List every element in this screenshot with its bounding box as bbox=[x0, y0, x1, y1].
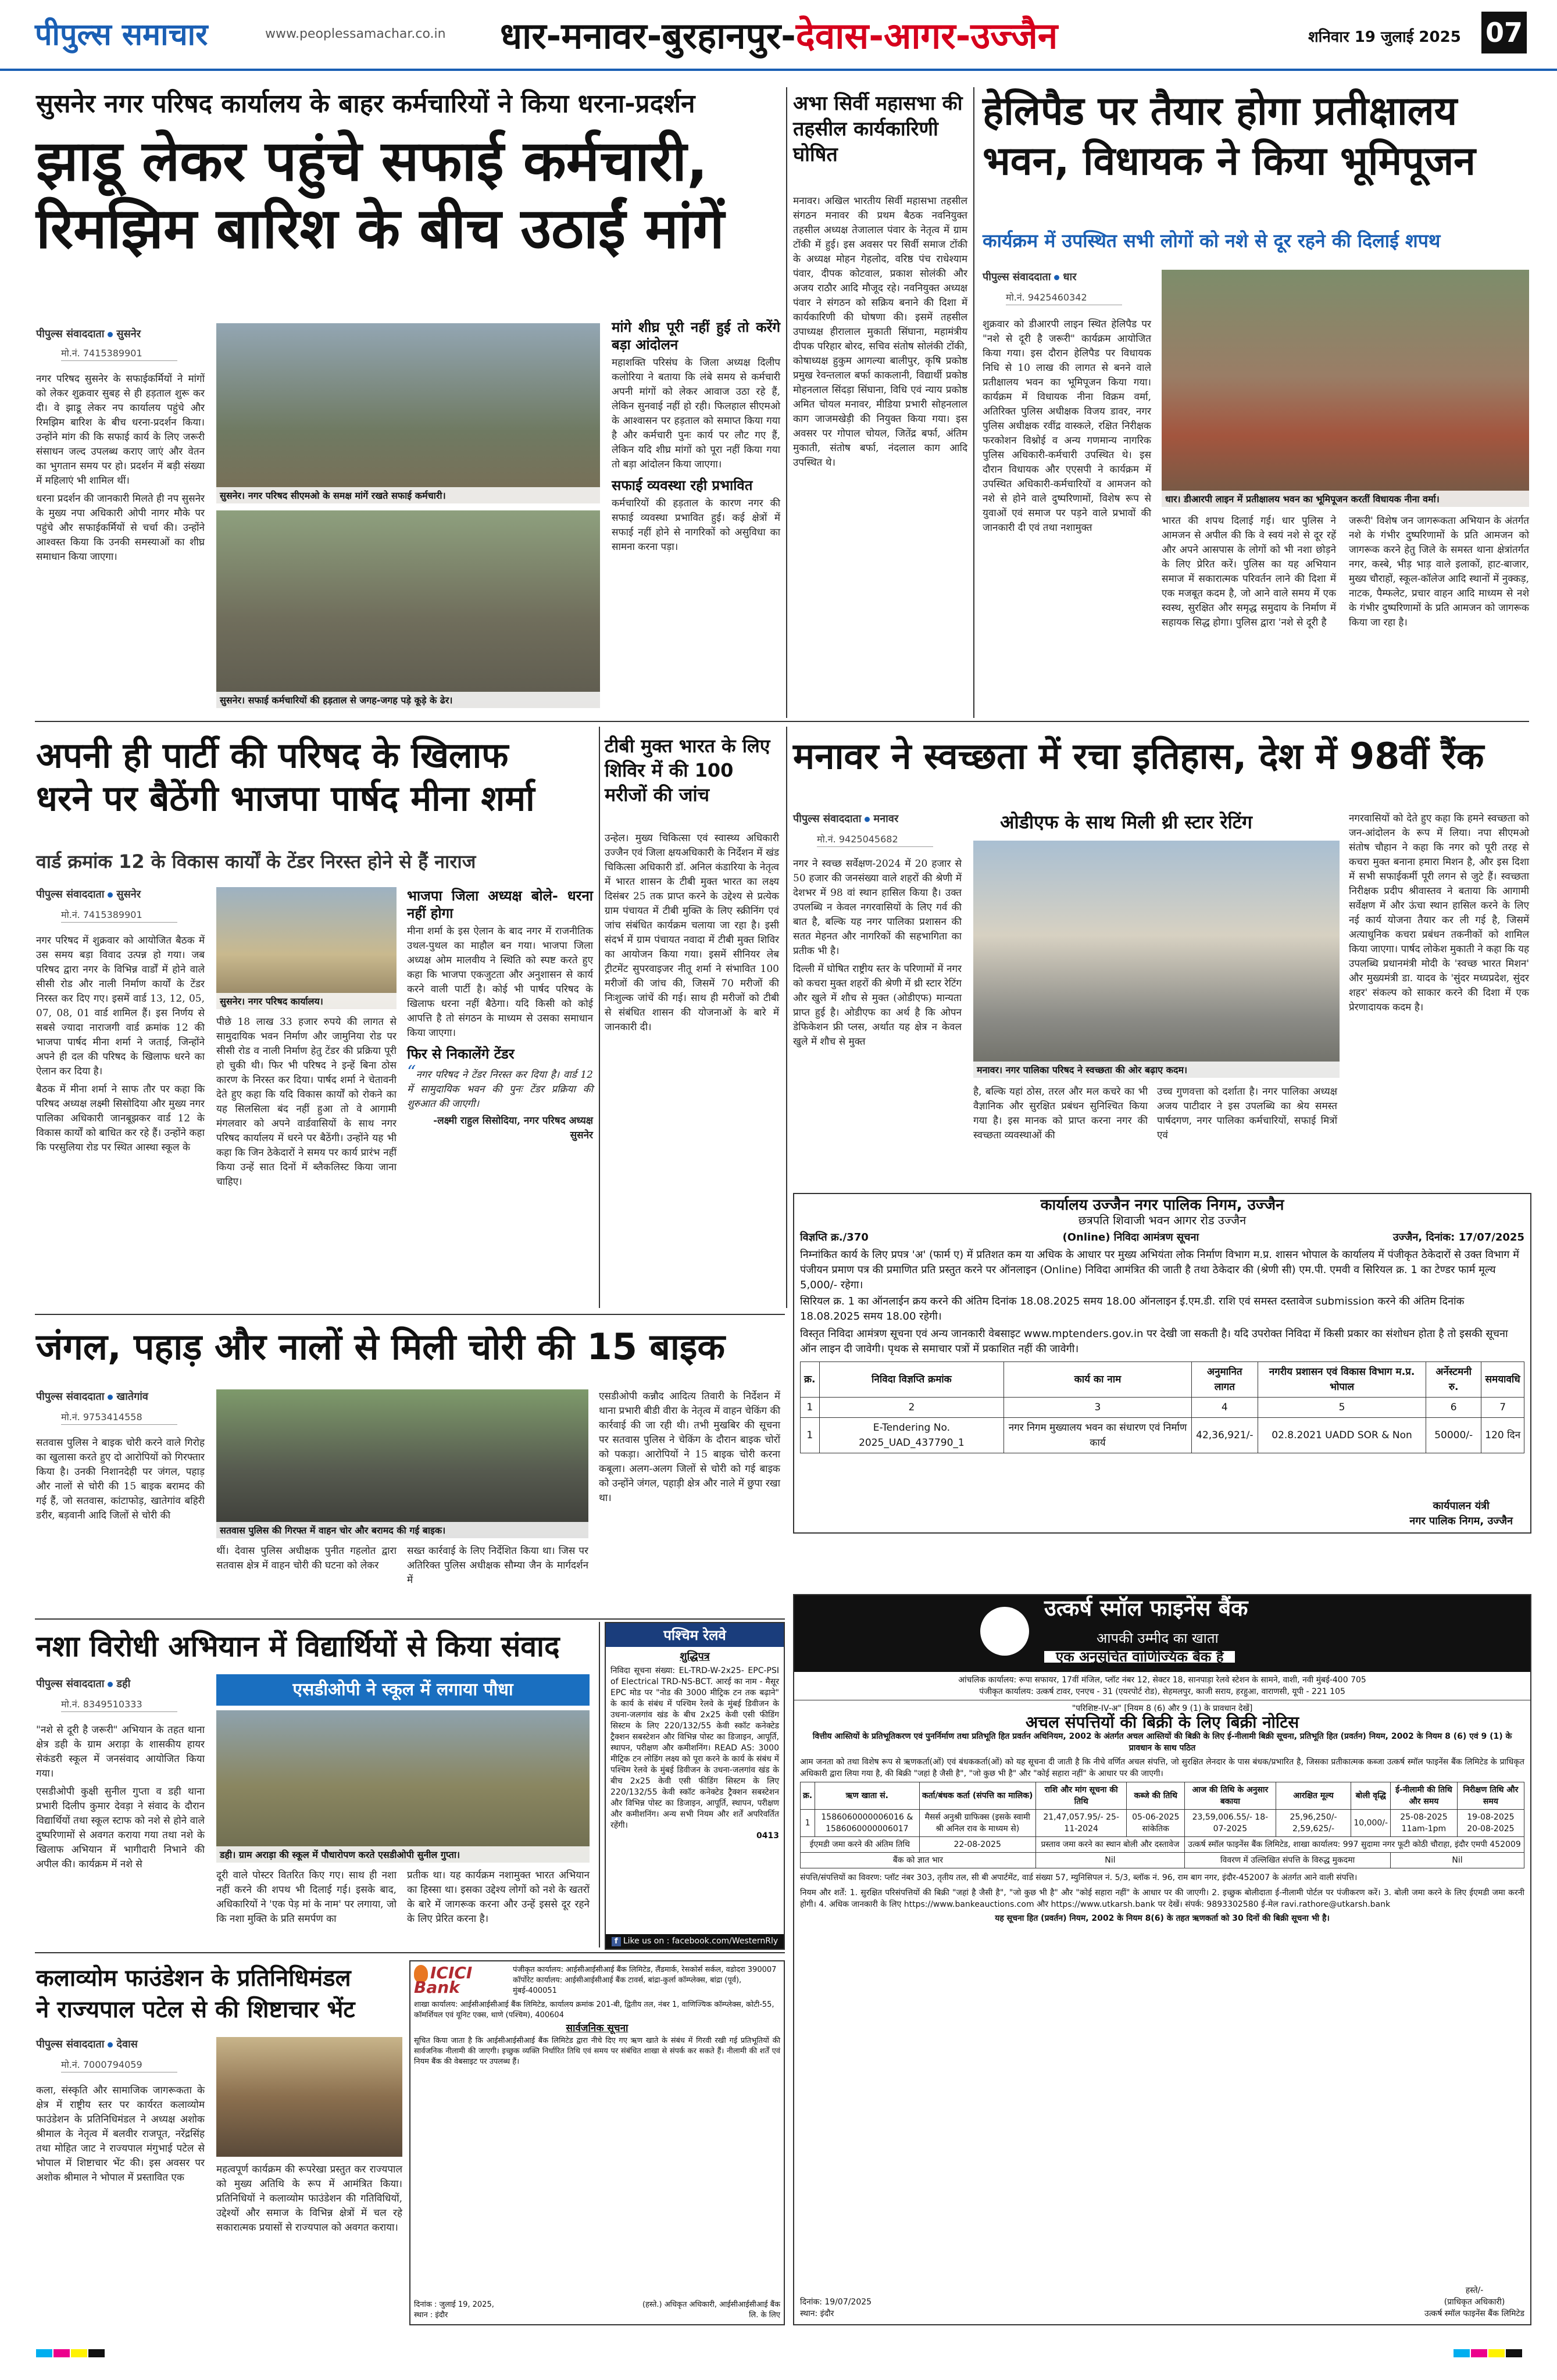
story4-photo bbox=[216, 887, 397, 1009]
utkarsh-date-place bbox=[800, 2296, 872, 2320]
paragraph: कर्मचारियों की हड़ताल के कारण नगर की सफाई व्यवस्था प्रभावित हुई। कई क्षेत्रों में सफाई नहीं होने से नागरिकों को असुविधा का सामना करना पड़ा। bbox=[612, 498, 780, 553]
table-cell: 3 bbox=[1004, 1398, 1191, 1418]
byline-place: खातेगांव bbox=[116, 1391, 148, 1403]
utkarsh-terms: नियम और शर्तें: 1. सुरक्षित परिसंपत्तियों की बिक्री "जहां है जैसी है", "जो कुछ भी है" और "कोई सहारा नहीं" के आधार पर की जाएगी। 2. इच्छुक बोलीदाता ई-नीलामी पोर्टल पर पंजीकरण करें। 3. बोली जमा करने के लिए ईएमडी जमा करनी होगी। 4. अधिक जानकारी के लिए https://www.bankeauctions.com और https://www.utkarsh.bank पर देखें। संपर्क: 9893302580 ई-मेल ravi.rathore@utkarsh.bank bbox=[800, 1888, 1524, 1909]
color-swatch bbox=[1488, 2349, 1505, 2357]
signature-line: हस्ते/- bbox=[1465, 2286, 1484, 2295]
story5-headline: टीबी मुक्त भारत के लिए शिविर में की 100 मरीजों की जांच bbox=[605, 735, 770, 806]
story4-headline-1: अपनी ही पार्टी की परिषद के खिलाफ bbox=[36, 735, 509, 776]
quote bbox=[407, 1062, 593, 1112]
story6-byline bbox=[793, 812, 898, 826]
table-cell: 02.8.2021 UADD SOR & Non bbox=[1258, 1418, 1426, 1453]
table-cell: 1586060000006016 & 1586060000006017 bbox=[815, 1810, 919, 1837]
table-cell: 4 bbox=[1191, 1398, 1258, 1418]
column-rule bbox=[973, 87, 974, 718]
column-rule bbox=[599, 727, 600, 1308]
story1-column-3 bbox=[612, 319, 780, 555]
table-cell: 23,59,006.55/- 18-07-2025 bbox=[1185, 1810, 1276, 1837]
utkarsh-sale: यह सूचना हित (प्रवर्तन) नियम, 2002 के नियम 8(6) के तहत ऋणकर्ता को 30 दिनों की बिक्री सूचना भी है। bbox=[995, 1914, 1330, 1923]
table-cell: 25,96,250/- 2,59,625/- bbox=[1276, 1810, 1351, 1837]
table-cell: 2 bbox=[819, 1398, 1004, 1418]
byline-text: पीपुल्स संवाददाता bbox=[793, 813, 862, 825]
railway-text: निविदा सूचना संख्या: EL-TRD-W-2x25- EPC-PSI of Electrical TRD-NS-BCT. आरई का नाम - मैसूर EPC मोड पर "नोड की 3000 मीट्रिक टन तक बढ़ाने" के कार्य के संबंध में पश्चिम रेलवे के मुंबई डिवीजन के उधना-जलगांव खंड के बीच 2x25 केवी एसी फीडिंग सिस्टम के लिए 220/132/55 केवी स्कॉट कनेक्टेड ट्रैक्शन सबस्टेशन और विभिन्न पोस्ट का डिजाइन, आपूर्ति, स्थापन, परीक्षण और कमीशनिंग। READ AS: 3000 मीट्रिक टन लोडिंग लक्ष्य को पूरा करने के कार्य के संबंध में पश्चिम रेलवे के मुंबई डिवीजन के उधना-जलगांव खंड के बीच 2x25 केवी एसी फीडिंग सिस्टम के लिए 220/132/55 केवी स्कॉट कनेक्टेड ट्रैक्शन सबस्टेशन और विभिन्न पोस्ट का डिजाइन, आपूर्ति, स्थापन, परीक्षण और कमीशनिंग। अन्य सभी नियम और शर्तें अपरिवर्तित रहेंगी। bbox=[610, 1666, 779, 1830]
paragraph: नगर ने स्वच्छ सर्वेक्षण-2024 में 20 हजार से 50 हजार की जनसंख्या वाले शहरों की श्रेणी में देशभर में 98 वां स्थान हासिल किया है। उक्त उपलब्धि न केवल नगरवासियों के लिए गर्व की बात है, बल्कि यह नगर पालिका प्रशासन की सतत मेहनत और नागरिकों की सहभागिता का प्रतीक भी है। bbox=[793, 858, 962, 957]
table-cell: 25-08-2025 11am-1pm bbox=[1391, 1810, 1458, 1837]
tender-table-wrap bbox=[794, 1358, 1530, 1453]
table-header: आज की तिथि के अनुसार बकाया bbox=[1185, 1782, 1276, 1810]
website: www.peoplessamachar.co.in bbox=[265, 27, 446, 41]
story3-byline bbox=[983, 270, 1077, 284]
quote-attribution: -लक्ष्मी राहुल सिसोदिया, नगर परिषद अध्यक्ष सुसनेर bbox=[433, 1115, 593, 1141]
section-title-part-2: देवास-आगर-उज्जैन bbox=[795, 15, 1058, 57]
story6-column-1 bbox=[793, 857, 962, 1049]
bullet-icon bbox=[108, 892, 113, 898]
table-header: निरीक्षण तिथि और समय bbox=[1457, 1782, 1524, 1810]
utkarsh-date: दिनांक: 19/07/2025 bbox=[800, 2297, 872, 2307]
story3-column-2: भारत की शपथ दिलाई गई। धार पुलिस ने आमजन से अपील की कि वे स्वयं नशे से दूर रहें और अपने आसपास के लोगों को भी नशा छोड़ने के लिए प्रेरित करें। पुलिस का यह अभियान समाज में सकारात्मक परिवर्तन लाने की दिशा में एक मजबूत कदम है, जो आने वाले समय में एक स्वस्थ, सुरक्षित और समृद्ध समुदाय के निर्माण में सहायक सिद्ध होगा। पुलिस द्वारा 'नशे से दूरी है bbox=[1162, 515, 1336, 628]
quote-icon: “ bbox=[407, 1062, 416, 1082]
story4-mobile: मो.नं. 7415389901 bbox=[61, 908, 177, 923]
icici-header-text bbox=[513, 1965, 780, 1996]
byline-text: पीपुल्स संवाददाता bbox=[36, 2038, 105, 2050]
story7-column-2: थीं। देवास पुलिस अधीक्षक पुनीत गहलोत द्वारा सतवास क्षेत्र में वाहन चोरी की घटना को लेकर bbox=[216, 1545, 397, 1571]
table-cell: 10,000/- bbox=[1351, 1810, 1391, 1837]
table-cell: बैंक को ज्ञात भार bbox=[801, 1853, 1036, 1868]
table-header: नगरीय प्रशासन एवं विकास विभाग म.प्र. भोपाल bbox=[1258, 1362, 1426, 1398]
story4-column-3 bbox=[407, 887, 593, 1143]
utkarsh-para: आम जनता को तथा विशेष रूप से ऋणकर्ता(ओं) एवं बंधककर्ता(ओं) को यह सूचना दी जाती है कि नीचे वर्णित अचल संपत्ति, जो सुरक्षित लेनदार के पास बंधक/प्रभारित है, जिसका प्रतीकात्मक कब्जा उत्कर्ष स्मॉल फाइनेंस बैंक लिमिटेड के प्राधिकृत अधिकारी द्वारा लिया गया है, की बिक्री "जहां है जैसी है", "जो कुछ भी है" और "कोई सहारा नहीं" के आधार पर की जाएगी। bbox=[800, 1757, 1524, 1778]
byline-place: धार bbox=[1063, 271, 1077, 283]
icici-date: दिनांक : जुलाई 19, 2025, bbox=[414, 2300, 494, 2309]
table-cell: प्रस्ताव जमा करने का स्थान बोली और दस्तावेज bbox=[1035, 1837, 1184, 1853]
utkarsh-signature bbox=[1424, 2285, 1524, 2320]
story3-photo bbox=[1162, 270, 1529, 507]
story8-headline: नशा विरोधी अभियान में विद्यार्थियों से किया संवाद bbox=[36, 1629, 560, 1663]
table-cell: 6 bbox=[1426, 1398, 1481, 1418]
utkarsh-address-2: पंजीकृत कार्यालय: उत्कर्ष टावर, एनएच - 31 (एयरपोर्ट रोड), सेहमलपुर, काजी सराय, हरहुआ, वाराणसी, यूपी - 221 105 bbox=[794, 1686, 1530, 1700]
table-row bbox=[801, 1398, 1524, 1418]
utkarsh-table bbox=[800, 1782, 1524, 1868]
story1-mobile: मो.नं. 7415389901 bbox=[61, 346, 177, 361]
paragraph: नगर परिषद में शुक्रवार को आयोजित बैठक में उस समय बड़ा विवाद उत्पन्न हो गया। जब परिषद द्वारा नगर के विभिन्न वार्डों में होने वाले सीसी रोड और नाली निर्माण कार्यों के टेंडर निरस्त कर दिए गए। इसमें वार्ड 13, 12, 05, 07, 08, 01 वार्ड शामिल हैं। इस निर्णय से सबसे ज्यादा नाराजगी वार्ड क्रमांक 12 की भाजपा पार्षद मीना शर्मा ने जताई, जिन्होंने अपने ही दल की परिषद के खिलाफ धरने का ऐलान कर दिया है। bbox=[36, 935, 205, 1077]
utkarsh-title: अचल संपत्तियों की बिक्री के लिए बिक्री नोटिस bbox=[1025, 1713, 1299, 1732]
color-swatch bbox=[71, 2349, 87, 2357]
table-header-row bbox=[801, 1782, 1524, 1810]
tender-para: सिरियल क्र. 1 का ऑनलाईन क्रय करने की अंतिम दिनांक 18.08.2025 समय 18.00 ऑनलाइन ई.एम.डी. राशि एवं समस्त दस्तावेज submission करने की अंतिम दिनांक 18.08.2025 समय 18.00 रहेगी। bbox=[800, 1295, 1465, 1323]
table-cell: 1 bbox=[801, 1398, 820, 1418]
icici-date-place bbox=[414, 2300, 494, 2321]
table-cell: मैसर्स अनुश्री ग्राफिक्स (इसके स्वामी श्री अनिल राव के माध्यम से) bbox=[919, 1810, 1035, 1837]
table-cell: 1 bbox=[801, 1810, 815, 1837]
section-title bbox=[500, 10, 1058, 59]
icici-logo bbox=[414, 1965, 513, 1996]
railway-footer-text: Like us on : facebook.com/WesternRly bbox=[623, 1936, 779, 1946]
signature-title: कार्यपालन यंत्री bbox=[1433, 1500, 1490, 1512]
section-title-part-1: धार-मनावर-बुरहानपुर- bbox=[500, 15, 796, 57]
signature-org: नगर पालिक निगम, उज्जैन bbox=[1409, 1515, 1513, 1527]
utkarsh-appendix: "परिशिष्ट-IV-अ" [नियम 8 (6) और 9 (1) के प्रावधान देखें] bbox=[1072, 1704, 1253, 1713]
icici-branch: शाखा कार्यालय: आईसीआईसीआई बैंक लिमिटेड, कार्यालय क्रमांक 201-बी, द्वितीय तल, नंबर 1, वाणिज्यिक कॉम्प्लेक्स, कोटी-55, कॉमर्शियल एवं यूनिट एक्स, थाणे (पश्चिम), 400604 bbox=[414, 2000, 774, 2020]
story8-photo bbox=[216, 1710, 590, 1863]
utkarsh-intro: वित्तीय आस्तियों के प्रतिभूतिकरण एवं पुनर्निर्माण तथा प्रतिभूति हित प्रवर्तन अधिनियम, 2002 के अंतर्गत अचल आस्तियों की बिक्री के लिए ई-नीलामी बिक्री सूचना, प्रतिभूति हित (प्रवर्तन) नियम, 2002 के नियम 8 (6) एवं 9 (1) के प्रावधान के साथ पठित bbox=[812, 1732, 1512, 1753]
byline-text: पीपुल्स संवाददाता bbox=[36, 1391, 105, 1403]
table-cell: विवरण में उल्लिखित संपत्ति के विरुद्ध मुकदमा bbox=[1185, 1853, 1391, 1868]
icici-registered: पंजीकृत कार्यालय: आईसीआईसीआई बैंक लिमिटेड, लैंडमार्क, रेसकोर्स सर्कल, वडोदरा 390007 bbox=[513, 1966, 777, 1974]
signature-org: उत्कर्ष स्मॉल फाइनेंस बैंक लिमिटेड bbox=[1424, 2309, 1524, 2318]
quote-text: नगर परिषद ने टेंडर निरस्त कर दिया है। वार्ड 12 में सामुदायिक भवन की पुनः टेंडर प्रक्रिया की शुरुआत की जाएगी। bbox=[407, 1069, 593, 1110]
byline-text: पीपुल्स संवाददाता bbox=[36, 328, 105, 340]
photo-caption: सुसनेर। नगर परिषद कार्यालय। bbox=[216, 993, 397, 1009]
table-header: समयावधि bbox=[1481, 1362, 1524, 1398]
story6-column-2: है, बल्कि यहां ठोस, तरल और मल कचरे का भी वैज्ञानिक और सुरक्षित प्रबंधन सुनिश्चित किया गया है। इस मानक को प्राप्त करना नगर की स्वच्छता व्यवस्थाओं की bbox=[973, 1086, 1148, 1141]
signature-title: (प्राधिकृत अधिकारी) bbox=[1444, 2297, 1505, 2307]
photo-caption: सुसनेर। सफाई कर्मचारियों की हड़ताल से जगह-जगह पड़े कूड़े के ढेर। bbox=[216, 692, 600, 708]
byline-place: मनावर bbox=[873, 813, 899, 825]
table-row bbox=[801, 1810, 1524, 1837]
icici-signature: (हस्ते.) अधिकृत अधिकारी, आईसीआईसीआई बैंक लि. के लिए bbox=[642, 2300, 780, 2320]
column-rule bbox=[786, 727, 787, 1308]
photo-caption: सतवास पुलिस की गिरफ्त में वाहन चोर और बरामद की गई बाइक। bbox=[216, 1522, 588, 1538]
byline-text: पीपुल्स संवाददाता bbox=[36, 1678, 105, 1690]
bullet-icon bbox=[1054, 275, 1059, 280]
story5-text: उन्हेल। मुख्य चिकित्सा एवं स्वास्थ्य अधिकारी उज्जैन एवं जिला क्षयअधिकारी के निर्देशन में खंड चिकित्सा अधिकारी डॉ. अनिल कंडारिया के नेतृत्व में भारत शासन के टीबी मुक्त भारत का लक्ष्य दिसंबर 25 तक प्राप्त करने के उद्देश्य से प्रत्येक ग्राम पंचायत में टीबी मुक्ति के लिए स्क्रीनिंग एवं जांच संबंधित कार्यक्रम चलाया जा रहा है। इसी संदर्भ में ग्राम पंचायत नवादा में टीबी मुक्त शिविर का आयोजन किया गया। इसमें सीनियर लेब ट्रीटमेंट सुपरवाइजर नीतू शर्मा ने संभावित 100 मरीजों की जांच की, जिसमें 70 मरीजों की निःशुल्क जांचें की गई। साथ ही मरीजों को टीबी से संबंधित शासन की योजनाओं के बारे में जानकारी दी। bbox=[605, 832, 779, 1033]
story2-headline: अभा सिर्वी महासभा की तहसील कार्यकारिणी घोषित bbox=[793, 92, 963, 166]
table-cell: ईएमडी जमा करने की अंतिम तिथि bbox=[801, 1837, 920, 1853]
bullet-icon bbox=[108, 1395, 113, 1400]
table-header: क्र. bbox=[801, 1782, 815, 1810]
table-header: ऋण खाता सं. bbox=[815, 1782, 919, 1810]
photo-caption: सुसनेर। नगर परिषद सीएमओ के समक्ष मांगें रखते सफाई कर्मचारी। bbox=[216, 487, 600, 503]
table-cell: Nil bbox=[1391, 1853, 1524, 1868]
table-header: निविदा विज्ञप्ति क्रमांक bbox=[819, 1362, 1004, 1398]
table-header: कर्ता/बंधक कर्ता (संपत्ति का मालिक) bbox=[919, 1782, 1035, 1810]
icici-title: सार्वजनिक सूचना bbox=[566, 2022, 628, 2034]
story7-byline bbox=[36, 1389, 148, 1403]
tender-address: छत्रपति शिवाजी भवन आगर रोड उज्जैन bbox=[1078, 1213, 1247, 1227]
story3-column-1: शुक्रवार को डीआरपी लाइन स्थित हेलिपैड पर "नशे से दूरी है जरूरी" कार्यक्रम आयोजित किया गया। इस दौरान हेलिपैड पर विधायक निधि से 10 लाख की लागत से बनने वाले प्रतीक्षालय भवन का भूमिपूजन किया गया। कार्यक्रम में विधायक नीना विक्रम वर्मा, अतिरिक्त पुलिस अधीक्षक विजय डावर, नगर पुलिस अधीक्षक रवींद्र वास्कले, रक्षित निरीक्षक फरकोशन विश्नोई व अन्य गणमान्य नागरिक पुलिस अधिकारी-कर्मचारी उपस्थित थे। इस दौरान विधायक और एएसपी ने कार्यक्रम में उपस्थित अधिकारी-कर्मचारियों व आमजन को नशे से होने वाले दुष्परिणामों, विशेष रूप से युवाओं एवं समाज पर पड़ने वाले प्रभावों की जानकारी दी एवं तथा नशामुक्त bbox=[983, 319, 1151, 534]
table-header: राशि और मांग सूचना की तिथि bbox=[1035, 1782, 1127, 1810]
table-row bbox=[801, 1418, 1524, 1453]
story9-byline bbox=[36, 2037, 138, 2051]
paragraph: धरना प्रदर्शन की जानकारी मिलते ही नप सुसनेर के मुख्य नपा अधिकारी ओपी नागर मौके पर पहुंचे और सफाईकर्मियों से चर्चा की। उन्होंने आश्वस्त किया कि उनकी समस्याओं का शीघ्र समाधान किया जाएगा। bbox=[36, 493, 205, 563]
utkarsh-table-wrap bbox=[794, 1782, 1530, 1868]
paragraph: मीना शर्मा के इस ऐलान के बाद नगर में राजनीतिक उथल-पुथल का माहौल बन गया। भाजपा जिला अध्यक्ष ओम मालवीय ने स्थिति को स्पष्ट करते हुए कहा कि भाजपा एकजुटता और अनुशासन से कार्य करने वाली पार्टी है। कोई भी पार्षद परिषद के खिलाफ धरना नहीं बैठेगा। यदि किसी को कोई आपत्ति है तो संगठन के माध्यम से उसका समाधान किया जाएगा। bbox=[407, 925, 593, 1039]
table-header: कब्जे की तिथि bbox=[1127, 1782, 1185, 1810]
story4-headline-2: धरने पर बैठेंगी भाजपा पार्षद मीना शर्मा bbox=[36, 778, 535, 819]
utkarsh-footer bbox=[800, 2285, 1524, 2320]
utkarsh-tagline-2: एक अनुसूचित वाणिज्यिक बैंक है bbox=[1044, 1651, 1235, 1663]
photo-caption: धार। डीआरपी लाइन में प्रतीक्षालय भवन का भूमिपूजन करतीं विधायक नीना वर्मा। bbox=[1162, 491, 1529, 507]
bullet-icon bbox=[108, 2042, 113, 2047]
story6-column-4: नगरवासियों को देते हुए कहा कि हमने स्वच्छता को जन-आंदोलन के रूप में लिया। नपा सीएमओ संतोष चौहान ने कहा कि नगर को पूरी तरह से कचरा मुक्त बनाना हमारा मिशन है, और इस दिशा में सभी सफाईकर्मी पूरी लगन से जुटे हैं। स्वच्छता निरीक्षक प्रदीप श्रीवास्तव ने बताया कि आगामी सर्वेक्षण में और ऊंचा स्थान हासिल करने के लिए नई कार्य योजना तैयार कर ली गई है, जिसमें अत्याधुनिक कचरा प्रबंधन तकनीकों को शामिल किया जाएगा। पार्षद लोकेश मुकाती ने कहा कि यह उपलब्धि प्रधानमंत्री मोदी के 'स्वच्छ भारत मिशन' और मुख्यमंत्री डा. यादव के 'सुंदर मध्यप्रदेश, सुंदर शहर' संकल्प को साकार करने की दिशा में एक प्रेरणादायक कदम है। bbox=[1349, 813, 1529, 1013]
table-cell: 1 bbox=[801, 1418, 820, 1453]
byline-place: सुसनेर bbox=[116, 328, 141, 340]
story1-headline-2: रिमझिम बारिश के बीच उठाईं मांगें bbox=[36, 196, 724, 261]
table-cell: E-Tendering No. 2025_UAD_437790_1 bbox=[819, 1418, 1004, 1453]
utkarsh-notice bbox=[793, 1594, 1531, 2325]
bullet-icon bbox=[108, 1682, 113, 1687]
story9-headline-2: ने राज्यपाल पटेल से की शिष्टाचार भेंट bbox=[36, 1996, 355, 2023]
utkarsh-header bbox=[794, 1595, 1530, 1672]
story9-column-2: महत्वपूर्ण कार्यक्रम की रूपरेखा प्रस्तुत कर राज्यपाल को मुख्य अतिथि के रूप में आमंत्रित किया। प्रतिनिधियों ने कलाव्योम फाउंडेशन की गतिविधियों, उद्देश्यों और समाज के विभिन्न क्षेत्रों में चल रहे सकारात्मक प्रयासों से राज्यपाल को अवगत कराया। bbox=[216, 2164, 402, 2234]
byline-place: सुसनेर bbox=[116, 888, 141, 900]
paragraph: "नशे से दूरी है जरूरी" अभियान के तहत थाना क्षेत्र डही के ग्राम अराड़ा के शासकीय हायर सेकंडरी स्कूल में जनसंवाद आयोजित किया गया। bbox=[36, 1724, 205, 1779]
table-cell: 22-08-2025 bbox=[919, 1837, 1035, 1853]
table-cell: 21,47,057.95/- 25-11-2024 bbox=[1035, 1810, 1127, 1837]
paragraph: बैठक में मीना शर्मा ने साफ तौर पर कहा कि परिषद अध्यक्ष लक्ष्मी सिसोदिया और मुख्य नगर पालिका अधिकारी जानबूझकर वार्ड 12 के विकास कार्यों को बाधित कर रहे हैं। उन्होंने कहा कि परसुलिया रोड पर स्थित आस्था स्कूल के bbox=[36, 1084, 205, 1153]
icici-text: सूचित किया जाता है कि आईसीआईसीआई बैंक लिमिटेड द्वारा नीचे दिए गए ऋण खाते के संबंध में गिरवी रखी गई प्रतिभूतियों की सार्वजनिक नीलामी की जाएगी। इच्छुक व्यक्ति निर्धारित तिथि एवं समय पर संबंधित शाखा से संपर्क कर सकते हैं। नीलामी की शर्तें एवं नियम बैंक की वेबसाइट पर उपलब्ध हैं। bbox=[414, 2036, 780, 2066]
story7-mobile: मो.नं. 9753414558 bbox=[61, 1410, 177, 1425]
page-number: 07 bbox=[1481, 12, 1527, 53]
story3-deck: कार्यक्रम में उपस्थित सभी लोगों को नशे से दूर रहने की दिलाई शपथ bbox=[983, 230, 1441, 252]
section-divider bbox=[35, 1618, 785, 1620]
utkarsh-tagline: आपकी उम्मीद का खाता bbox=[1097, 1630, 1219, 1646]
story9-column-1: कला, संस्कृति और सामाजिक जागरूकता के क्षेत्र में राष्ट्रीय स्तर पर कार्यरत कलाव्योम फाउंडेशन के प्रतिनिधिमंडल ने अध्यक्ष अशोक श्रीमाल के नेतृत्व में बलवीर राजपूत, नरेंद्रसिंह तथा मोहित जाट ने राज्यपाल मंगुभाई पटेल से भोपाल में शिष्टाचार भेंट की। इस अवसर पर अशोक श्रीमाल ने भोपाल में प्रस्तावित एक bbox=[36, 2085, 205, 2184]
tender-heading-row bbox=[794, 1228, 1530, 1248]
table-cell: उत्कर्ष स्मॉल फाइनेंस बैंक लिमिटेड, शाखा कार्यालय: 997 सुदामा नगर फूटी कोठी चौराहा, इंदौर एमपी 452009 bbox=[1185, 1837, 1524, 1853]
tender-notice bbox=[793, 1193, 1531, 1534]
byline-text: पीपुल्स संवाददाता bbox=[36, 888, 105, 900]
photo-caption: मनावर। नगर पालिका परिषद ने स्वच्छता की ओर बढ़ाए कदम। bbox=[973, 1062, 1340, 1078]
story1-byline bbox=[36, 327, 141, 341]
railway-code: 0413 bbox=[756, 1831, 779, 1841]
story6-photo bbox=[973, 841, 1340, 1078]
table-cell: 50000/- bbox=[1426, 1418, 1481, 1453]
utkarsh-bank-name: उत्कर्ष स्मॉल फाइनेंस बैंक bbox=[1044, 1595, 1248, 1621]
tender-para: विस्तृत निविदा आमंत्रण सूचना एवं अन्य जानकारी वेबसाइट www.mptenders.gov.in पर देखी जा सकती है। यदि उपरोक्त निविदा में किसी प्रकार का संशोधन होता है तो इसकी सूचना ऑन लाइन दी जावेगी। पृथक से समाचार पत्रों में प्रकाशित नहीं की जावेगी। bbox=[800, 1328, 1508, 1355]
table-header: ई-नीलामी की तिथि और समय bbox=[1391, 1782, 1458, 1810]
tender-table bbox=[800, 1361, 1524, 1453]
story4-column-1 bbox=[36, 934, 205, 1155]
utkarsh-logo-icon bbox=[980, 1607, 1029, 1656]
story9-headline-1: कलाव्योम फाउंडेशन के प्रतिनिधिमंडल bbox=[36, 1965, 351, 1992]
railway-subtitle: शुद्धिपत्र bbox=[680, 1650, 710, 1663]
story3-headline-2: भवन, विधायक ने किया भूमिपूजन bbox=[983, 138, 1476, 184]
story8-column-1 bbox=[36, 1723, 205, 1872]
story3-mobile: मो.नं. 9425460342 bbox=[1006, 291, 1122, 305]
color-swatch bbox=[1454, 2349, 1470, 2357]
table-cell: 42,36,921/- bbox=[1191, 1418, 1258, 1453]
subhead: फिर से निकालेंगे टेंडर bbox=[407, 1045, 515, 1062]
story1-kicker: सुसनेर नगर परिषद कार्यालय के बाहर कर्मचारियों ने किया धरना-प्रदर्शन bbox=[36, 89, 695, 119]
table-cell: नगर निगम मुख्यालय भवन का संधारण एवं निर्माण कार्य bbox=[1004, 1418, 1191, 1453]
story7-column-4: एसडीओपी कन्नौद आदित्य तिवारी के निर्देशन में थाना प्रभारी बीडी वीरा के नेतृत्व में वाहन चेकिंग की कार्रवाई की जा रही थी। तभी मुखबिर की सूचना पर सतवास पुलिस ने चेकिंग के दौरान बाइक चोरों को पकड़ा। आरोपियों ने 15 बाइक चोरी करना कबूला। अलग-अलग जिलों से चोरी को गई बाइक को उन्होंने जंगल, पहाड़ी क्षेत्र और नाले में छुपा रखा था। bbox=[599, 1391, 780, 1504]
story4-deck: वार्ड क्रमांक 12 के विकास कार्यों के टेंडर निरस्त होने से हैं नाराज bbox=[36, 850, 476, 873]
icici-notice bbox=[409, 1960, 785, 2325]
tender-para: निम्नांकित कार्य के लिए प्रपत्र 'अ' (फार्म ए) में प्रतिशत कम या अधिक के आधार पर मुख्य अभियंता लोक निर्माण विभाग म.प्र. शासन भोपाल के कार्यालय में पंजीकृत ठेकेदारों से उक्त विभाग में पंजीयन प्रमाण पत्र की प्रमाणित प्रति प्रस्तुत करने पर ऑनलाइन (Online) निविदा आमंत्रित की जाती है तथा ठेकेदार की (श्रेणी सी) एम.पी. एमवी व सिरियल क्र. 1 का टेण्डर फार्म मूल्य 5,000/- रहेगा। bbox=[800, 1249, 1519, 1291]
table-cell: 05-06-2025 सांकेतिक bbox=[1127, 1810, 1185, 1837]
story1-column-1 bbox=[36, 372, 205, 564]
paragraph: महाशक्ति परिसंघ के जिला अध्यक्ष दिलीप कलोरिया ने बताया कि लंबे समय से कर्मचारी अपनी मांगों को लेकर आवाज उठा रहे हैं, लेकिन सुनवाई नहीं हो रही। फिलहाल सीएमओ के आश्वासन पर हड़ताल को समाप्त किया गया है और कर्मचारी पुनः कार्य पर लौट गए हैं, लेकिन यदि शीघ्र मांगों को पूरा नहीं किया गया तो बड़ा आंदोलन किया जाएगा। bbox=[612, 357, 780, 470]
section-divider bbox=[35, 1314, 785, 1315]
table-cell: 19-08-2025 20-08-2025 bbox=[1457, 1810, 1524, 1837]
color-bar-right bbox=[1454, 2349, 1523, 2360]
color-bar-left bbox=[36, 2349, 106, 2360]
paragraph: नगर परिषद सुसनेर के सफाईकर्मियों ने मांगों को लेकर शुक्रवार सुबह से ही हड़ताल शुरू कर दी। वे झाडू लेकर नप कार्यालय पहुंचे और रिमझिम बारिश के बीच धरना-प्रदर्शन किया। उन्होंने मांग की कि सफाई कार्य के लिए जरूरी संसाधन जल्द उपलब्ध कराए जाएं और वेतन का भुगतान समय पर हो। प्रदर्शन में बड़ी संख्या में महिलाएं भी शामिल थीं। bbox=[36, 373, 205, 487]
subhead: सफाई व्यवस्था रही प्रभावित bbox=[612, 477, 753, 494]
utkarsh-property: संपत्ति/संपत्तियों का विवरण: प्लॉट नंबर 303, तृतीय तल, सी बी अपार्टमेंट, वार्ड संख्या 57, म्युनिसिपल नं. 5/3, ब्लॉक नं. 96, राम बाग नगर, इंदौर-452007 के अंतर्गत आने वाली संपत्ति। bbox=[800, 1873, 1358, 1882]
color-swatch bbox=[88, 2349, 105, 2357]
story9-mobile: मो.नं. 7000794059 bbox=[61, 2058, 177, 2072]
story6-column-3: उच्च गुणवत्ता को दर्शाता है। नगर पालिका अध्यक्ष अजय पाटीदार ने इस उपलब्धि का श्रेय समस्त पार्षदगण, नगर पालिका कर्मचारियों, सफाई मित्रों एवं bbox=[1157, 1086, 1337, 1141]
table-row bbox=[801, 1837, 1524, 1853]
story7-photo bbox=[216, 1389, 588, 1538]
story6-deck: ओडीएफ के साथ मिली थ्री स्टार रेटिंग bbox=[1000, 811, 1252, 833]
railway-footer bbox=[606, 1934, 784, 1949]
photo-caption: डही। ग्राम अराड़ा की स्कूल में पौधारोपण करते एसडीओपी सुनील गुप्ता। bbox=[216, 1846, 590, 1863]
bullet-icon bbox=[108, 332, 113, 337]
paragraph: दिल्ली में घोषित राष्ट्रीय स्तर के परिणामों में नगर को कचरा मुक्त शहरों की श्रेणी में थ्री स्टार रेटिंग और खुले में शौच से मुक्त (ओडीएफ) मान्यता प्राप्त हुई है। ओडीएफ का अर्थ है कि ओपन डेफिकेशन फ्री प्लस, अर्थात यह क्षेत्र न केवल खुले में शौच से मुक्त bbox=[793, 963, 962, 1048]
story2-text: मनावर। अखिल भारतीय सिर्वी महासभा तहसील संगठन मनावर की प्रथम बैठक नवनियुक्त तहसील अध्यक्ष तेजालाल पंवार के नेतृत्व में ग्राम टोंकी में हुई। इस अवसर पर सिर्वी समाज टोंकी के अध्यक्ष मोहन गेहलोद, वरिष्ठ पंच राधेश्याम पंवार, दीपक कोटवाल, प्रकाश सोलंकी और अजय राठौर आदि मौजूद रहे। नवनियुक्त अध्यक्ष पंवार ने संगठन को सक्रिय बनाने की दिशा में कार्यकारिणी की घोषणा की। इसमें तहसील उपाध्यक्ष हीरालाल मुकाती सिंघाना, महामंत्रीय दीपक परिहार बोरद, सचिव संतोष सोलंकी टोंकी, कोषाध्यक्ष हुकुम आगल्या बालीपुर, कृषि प्रकोष्ठ प्रमुख रेवन्तलाल बर्फा काकलानी, विद्यार्थी प्रकोष्ठ मोहनलाल सिंदड़ा सिंघाना, विधि एवं न्याय प्रकोष्ठ अमित चोयल मनावर, मीडिया प्रभारी सोहनलाल काग जाजमखेड़ी की नियुक्त किया गया। इस अवसर पर गोपाल चोयल, जितेंद्र बर्फा, अंतिम मुकाती, संतोष बर्फा, नंदलाल काग आदि उपस्थित थे। bbox=[793, 195, 967, 469]
section-divider bbox=[35, 1952, 785, 1953]
railway-notice bbox=[605, 1622, 785, 1950]
color-swatch bbox=[1471, 2349, 1487, 2357]
story6-headline: मनावर ने स्वच्छता में रचा इतिहास, देश में 98वीं रैंक bbox=[793, 735, 1484, 777]
masthead bbox=[0, 0, 1557, 71]
bullet-icon bbox=[865, 817, 870, 822]
table-header: आरक्षित मूल्य bbox=[1276, 1782, 1351, 1810]
story4-byline bbox=[36, 887, 141, 901]
byline-place: देवास bbox=[116, 2038, 138, 2050]
story8-column-2: दूरी वाले पोस्टर वितरित किए गए। साथ ही नशा नहीं करने की शपथ भी दिलाई गई। इसके बाद, अधिकारियों ने 'एक पेड़ मां के नाम' पर लगाया, जो कि नशा मुक्ति के प्रति समर्पण का bbox=[216, 1870, 397, 1925]
table-cell: Nil bbox=[1035, 1853, 1184, 1868]
story8-deck: एसडीओपी ने स्कूल में लगाया पौधा bbox=[216, 1674, 590, 1706]
story9-photo bbox=[216, 2037, 402, 2157]
icici-corporate: कॉर्पोरेट कार्यालय: आईसीआईसीआई बैंक टावर्स, बांद्रा-कुर्ला कॉम्प्लेक्स, बांद्रा (पूर्व), मुंबई-400051 bbox=[513, 1976, 742, 1995]
section-divider bbox=[35, 721, 1529, 722]
story8-mobile: मो.नं. 8349510333 bbox=[61, 1698, 177, 1712]
table-cell: 7 bbox=[1481, 1398, 1524, 1418]
icici-logo-text: ICICI Bank bbox=[414, 1963, 473, 1997]
table-header-row bbox=[801, 1362, 1524, 1398]
icici-place: स्थान : इंदौर bbox=[414, 2311, 448, 2320]
byline-place: डही bbox=[116, 1678, 131, 1690]
paragraph: एसडीओपी कुक्षी सुनील गुप्ता व डही थाना प्रभारी दिलीप कुमार देवड़ा ने संवाद के दौरान विद्यार्थियों तथा स्कूल स्टाफ को नशे से होने वाले दुष्परिणामों से अवगत कराया गया तथा नशे के खिलाफ अभियान में भागीदारी निभाने की अपील की। कार्यक्रम में नशे से bbox=[36, 1786, 205, 1870]
table-cell: 120 दिन bbox=[1481, 1418, 1524, 1453]
story7-column-1: सतवास पुलिस ने बाइक चोरी करने वाले गिरोह का खुलासा करते हुए दो आरोपियों को गिरफ्तार किया है। उनकी निशानदेही पर जंगल, पहाड़ और नालों से चोरी की 15 बाइक बरामद की गई हैं, जो सतवास, कांटाफोड़, खातेगांव बहिरी डरीर, बड़वानी आदि जिलों से चोरी की bbox=[36, 1437, 205, 1521]
table-header: अनुमानित लागत bbox=[1191, 1362, 1258, 1398]
color-swatch bbox=[53, 2349, 70, 2357]
utkarsh-address-1: आंचलिक कार्यालय: रूपा सफायर, 17वीं मंजिल, प्लॉट नंबर 12, सेक्टर 18, सानपाड़ा रेलवे स्टेशन के सामने, वाशी, नवी मुंबई-400 705 bbox=[958, 1675, 1366, 1685]
utkarsh-place: स्थान: इंदौर bbox=[800, 2309, 834, 2318]
tender-office: कार्यालय उज्जैन नगर पालिक निगम, उज्जैन bbox=[1040, 1196, 1284, 1214]
table-header: अर्नेस्टमनी रु. bbox=[1426, 1362, 1481, 1398]
railway-title: पश्चिम रेलवे bbox=[606, 1623, 784, 1647]
facebook-icon: f bbox=[612, 1937, 621, 1946]
column-rule bbox=[599, 1622, 600, 1947]
icici-header-row bbox=[410, 1961, 784, 2000]
tender-title: (Online) निविदा आमंत्रण सूचना bbox=[1062, 1231, 1199, 1243]
color-swatch bbox=[36, 2349, 52, 2357]
story7-headline: जंगल, पहाड़ और नालों से मिली चोरी की 15 बाइक bbox=[36, 1325, 725, 1368]
story1-photo-2 bbox=[216, 510, 600, 708]
column-rule bbox=[786, 87, 787, 718]
story3-column-3: जरूरी' विशेष जन जागरूकता अभियान के अंतर्गत नशे के गंभीर दुष्परिणामों के प्रति आमजन को जागरूक करने हेतु जिले के समस्त थाना क्षेत्रांतर्गत नगर, कस्बे, भीड़ भाड़ वाले इलाकों, हाट-बाजार, मुख्य चौराहों, स्कूल-कॉलेज आदि स्थानों में नुक्कड़, नाटक, पैम्फलेट, प्रचार वाहन आदि माध्यम से नशे के गंभीर दुष्परिणामों के प्रति आमजन को जागरूक किया जा रहा है। bbox=[1349, 515, 1529, 628]
story4-column-2: पीछे 18 लाख 33 हजार रुपये की लागत से सामुदायिक भवन निर्माण और जामुनिया रोड पर सीसी रोड व नाली निर्माण हेतु टेंडर की प्रक्रिया पूरी हो चुकी थी। फिर भी परिषद ने इन्हें बिना ठोस कारण के निरस्त कर दिया। पार्षद शर्मा ने चेतावनी देते हुए कहा कि यदि विकास कार्यों को रोकने का यह सिलसिला बंद नहीं हुआ तो वे आगामी मंगलवार को अपने वार्डवासियों के साथ नगर परिषद कार्यालय में धरने पर बैठेंगी। उन्होंने यह भी कहा कि जिन ठेकेदारों ने समय पर कार्य प्रारंभ नहीं किया उन्हें सात दिनों में ब्लैकलिस्ट किया जाना चाहिए। bbox=[216, 1016, 397, 1188]
story3-headline-1: हेलिपैड पर तैयार होगा प्रतीक्षालय bbox=[983, 88, 1458, 134]
logo: पीपुल्स समाचार bbox=[35, 17, 208, 52]
color-swatch bbox=[1506, 2349, 1522, 2357]
story8-column-3: प्रतीक था। यह कार्यक्रम नशामुक्त भारत अभियान का हिस्सा था। इसका उद्देश्य लोगों को नशे के खतरों के बारे में जागरूक करना और उन्हें इससे दूर रहने के लिए प्रेरित करना है। bbox=[407, 1870, 590, 1925]
subhead: मांगे शीघ्र पूरी नहीं हुई तो करेंगे बड़ा आंदोलन bbox=[612, 319, 780, 353]
tender-notice-number: विज्ञप्ति क्र./370 bbox=[800, 1231, 869, 1243]
tender-date: उज्जैन, दिनांक: 17/07/2025 bbox=[1392, 1231, 1524, 1243]
story8-byline bbox=[36, 1677, 130, 1691]
table-header: बोली वृद्धि bbox=[1351, 1782, 1391, 1810]
issue-date: शनिवार 19 जुलाई 2025 bbox=[1308, 28, 1461, 46]
story1-headline-1: झाडू लेकर पहुंचे सफाई कर्मचारी, bbox=[36, 128, 708, 194]
icici-footer bbox=[414, 2300, 780, 2321]
table-header: कार्य का नाम bbox=[1004, 1362, 1191, 1398]
byline-text: पीपुल्स संवाददाता bbox=[983, 271, 1051, 283]
table-row bbox=[801, 1853, 1524, 1868]
table-header: क्र. bbox=[801, 1362, 820, 1398]
table-cell: 5 bbox=[1258, 1398, 1426, 1418]
story7-column-3: सख्त कार्रवाई के लिए निर्देशित किया था। जिस पर अतिरिक्त पुलिस अधीक्षक सौम्या जैन के मार्गदर्शन में bbox=[407, 1545, 588, 1586]
tender-signature bbox=[1409, 1499, 1513, 1529]
story6-mobile: मो.नं. 9425045682 bbox=[817, 832, 933, 847]
story1-photo-1 bbox=[216, 323, 600, 503]
subhead: भाजपा जिला अध्यक्ष बोले- धरना नहीं होगा bbox=[407, 887, 593, 921]
